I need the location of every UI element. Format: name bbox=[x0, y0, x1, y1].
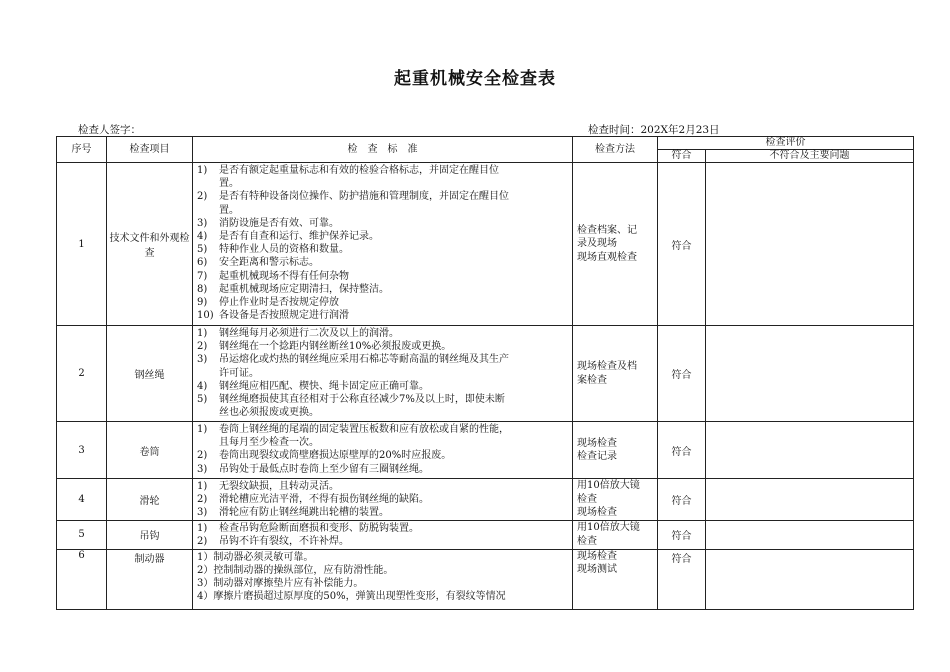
criterion-text: 是否有特种设备岗位操作、防护措施和管理制度，并固定在醒目位 bbox=[219, 191, 509, 203]
criterion-line bbox=[197, 493, 568, 506]
criterion-line bbox=[197, 340, 568, 353]
criterion-text: 各设备是否按照规定进行润滑 bbox=[219, 310, 349, 322]
row-nonconform bbox=[706, 479, 914, 521]
row-method bbox=[573, 479, 658, 521]
row-method bbox=[573, 422, 658, 479]
row-nonconform bbox=[706, 422, 914, 479]
criterion-text: 特种作业人员的资格和数量。 bbox=[219, 244, 349, 256]
criterion-line bbox=[197, 522, 568, 535]
inspection-time: 检查时间：202X年2月23日 bbox=[588, 124, 720, 136]
row-item: 技术文件和外观检查 bbox=[107, 163, 193, 326]
criterion-line: 2）控制制动器的操纵部位，应有防滑性能。 bbox=[197, 564, 394, 576]
row-conform: 符合 bbox=[658, 163, 706, 326]
row-conform: 符合 bbox=[658, 549, 706, 609]
table-row bbox=[57, 163, 914, 326]
header-evaluation: 检查评价 bbox=[658, 137, 914, 150]
criterion-text: 卷筒上钢丝绳的尾端的固定装置压板数和应有放松或自紧的性能， bbox=[219, 424, 509, 435]
criterion-number: 3) bbox=[197, 217, 208, 229]
row-nonconform bbox=[706, 326, 914, 422]
criterion-number: 6) bbox=[197, 257, 208, 269]
criterion-text: 无裂纹缺损，且转动灵活。 bbox=[219, 481, 339, 492]
inspection-table bbox=[56, 136, 914, 610]
criterion-line: 4）摩擦片磨损超过原厚度的50%，弹簧出现塑性变形，有裂纹等情况 bbox=[197, 591, 506, 603]
method-line: 现场检查 bbox=[577, 507, 617, 519]
criterion-number: 2) bbox=[197, 191, 208, 203]
method-line: 检查记录 bbox=[577, 451, 617, 462]
row-item: 制动器 bbox=[107, 549, 193, 609]
row-item: 钢丝绳 bbox=[107, 326, 193, 422]
criterion-text: 安全距离和警示标志。 bbox=[219, 257, 319, 269]
row-method bbox=[573, 520, 658, 549]
criterion-text: 起重机械现场应定期清扫，保持整洁。 bbox=[219, 283, 389, 295]
criterion-text: 是否有自查和运行、维护保养记录。 bbox=[219, 231, 379, 243]
row-nonconform bbox=[706, 520, 914, 549]
criterion-number: 2) bbox=[197, 450, 208, 462]
criterion-continuation: 且每月至少检查一次。 bbox=[219, 437, 319, 449]
header-method: 检查方法 bbox=[573, 137, 658, 163]
criterion-text: 吊钩处于最低点时卷筒上至少留有三圈钢丝绳。 bbox=[219, 463, 429, 475]
method-line: 检查档案、记 bbox=[577, 224, 637, 236]
row-conform: 符合 bbox=[658, 479, 706, 521]
criterion-number: 8) bbox=[197, 283, 208, 295]
method-line: 案检查 bbox=[577, 374, 607, 386]
criterion-line bbox=[197, 309, 568, 322]
criterion-line bbox=[197, 463, 568, 476]
row-seq: 3 bbox=[57, 422, 107, 479]
row-conform: 符合 bbox=[658, 520, 706, 549]
row-criteria bbox=[193, 422, 573, 479]
header-item: 检查项目 bbox=[107, 137, 193, 163]
criterion-line bbox=[197, 327, 568, 340]
method-line: 录及现场 bbox=[577, 238, 617, 250]
method-line: 现场检查 bbox=[577, 550, 617, 562]
criterion-line bbox=[197, 353, 568, 366]
criterion-number: 1) bbox=[197, 328, 208, 339]
row-criteria bbox=[193, 520, 573, 549]
document-title: 起重机械安全检查表 bbox=[394, 69, 556, 89]
criterion-number: 1) bbox=[197, 481, 208, 492]
criterion-line bbox=[197, 164, 568, 177]
method-line: 现场检查及档 bbox=[577, 361, 637, 372]
criterion-text: 钢丝绳磨损使其直径相对于公称直径减少7%及以上时，即使未断 bbox=[219, 394, 505, 406]
criterion-continuation: 许可证。 bbox=[219, 367, 259, 379]
row-conform: 符合 bbox=[658, 326, 706, 422]
table-row bbox=[57, 326, 914, 422]
criterion-continuation: 置。 bbox=[219, 178, 239, 190]
criterion-line bbox=[197, 393, 568, 406]
criterion-line bbox=[197, 535, 568, 548]
criterion-line bbox=[197, 423, 568, 436]
criterion-text: 消防设施是否有效、可靠。 bbox=[219, 217, 339, 229]
row-nonconform bbox=[706, 163, 914, 326]
header-conform: 符合 bbox=[658, 150, 706, 163]
criterion-text: 吊钩不许有裂纹，不许补焊。 bbox=[219, 535, 349, 547]
row-item: 吊钩 bbox=[107, 520, 193, 549]
criterion-text: 是否有额定起重量标志和有效的检验合格标志，并固定在醒目位 bbox=[219, 165, 499, 176]
criterion-number: 1) bbox=[197, 522, 208, 534]
criterion-text: 吊运熔化或灼热的钢丝绳应采用石棉芯等耐高温的钢丝绳及其生产 bbox=[219, 354, 509, 366]
criterion-continuation: 置。 bbox=[219, 204, 239, 216]
criterion-line bbox=[197, 190, 568, 203]
criterion-line bbox=[197, 506, 568, 519]
criterion-line bbox=[197, 243, 568, 256]
table-row bbox=[57, 520, 914, 549]
criterion-number: 5) bbox=[197, 244, 208, 256]
row-item: 卷筒 bbox=[107, 422, 193, 479]
row-seq: 6 bbox=[57, 549, 107, 609]
criterion-number: 3) bbox=[197, 507, 208, 519]
criterion-number: 2) bbox=[197, 535, 208, 547]
criterion-line bbox=[197, 283, 568, 296]
row-criteria bbox=[193, 326, 573, 422]
criterion-number: 2) bbox=[197, 341, 208, 353]
row-method bbox=[573, 549, 658, 609]
row-conform: 符合 bbox=[658, 422, 706, 479]
header-nonconform: 不符合及主要问题 bbox=[706, 150, 914, 163]
header-seq: 序号 bbox=[57, 137, 107, 163]
row-method bbox=[573, 163, 658, 326]
criterion-continuation: 丝也必须报废或更换。 bbox=[219, 407, 319, 419]
criterion-number: 3) bbox=[197, 463, 208, 475]
criterion-text: 检查吊钩危险断面磨损和变形、防脱钩装置。 bbox=[219, 522, 419, 534]
criterion-number: 1) bbox=[197, 424, 208, 435]
criterion-line bbox=[197, 230, 568, 243]
criterion-line bbox=[197, 480, 568, 493]
criterion-line bbox=[197, 380, 568, 393]
criterion-line bbox=[197, 296, 568, 309]
criterion-line: 3）制动器对摩擦垫片应有补偿能力。 bbox=[197, 578, 364, 590]
criterion-text: 滑轮应有防止钢丝绳跳出轮槽的装置。 bbox=[219, 507, 389, 519]
row-nonconform bbox=[706, 549, 914, 609]
criterion-number: 4) bbox=[197, 380, 208, 392]
inspector-signature-label: 检查人签字： bbox=[78, 124, 141, 136]
table-row bbox=[57, 422, 914, 479]
criterion-line bbox=[197, 256, 568, 269]
criterion-number: 5) bbox=[197, 394, 208, 406]
row-item: 滑轮 bbox=[107, 479, 193, 521]
criterion-text: 钢丝绳在一个捻距内钢丝断丝10%必须报废或更换。 bbox=[219, 341, 452, 353]
row-seq: 5 bbox=[57, 520, 107, 549]
method-line: 用10倍放大镜 bbox=[577, 522, 640, 534]
criterion-text: 起重机械现场不得有任何杂物 bbox=[219, 270, 349, 282]
criterion-line: 1）制动器必须灵敏可靠。 bbox=[197, 551, 314, 563]
criterion-number: 10) bbox=[197, 310, 214, 322]
criterion-line bbox=[197, 449, 568, 462]
criterion-number: 1) bbox=[197, 165, 208, 176]
method-line: 现场直观检查 bbox=[577, 251, 637, 263]
criterion-line bbox=[197, 270, 568, 283]
table-row bbox=[57, 549, 914, 609]
row-method bbox=[573, 326, 658, 422]
criterion-number: 2) bbox=[197, 494, 208, 506]
criterion-text: 钢丝绳应相匹配、楔快、绳卡固定应正确可靠。 bbox=[219, 380, 429, 392]
row-seq: 4 bbox=[57, 479, 107, 521]
row-criteria bbox=[193, 163, 573, 326]
criterion-line bbox=[197, 217, 568, 230]
method-line: 检查 bbox=[577, 535, 597, 547]
header-standard: 检 查 标 准 bbox=[193, 137, 573, 163]
criterion-text: 钢丝绳每月必须进行二次及以上的润滑。 bbox=[219, 328, 399, 339]
criterion-text: 卷筒出现裂纹或筒壁磨损达原壁厚的20%时应报废。 bbox=[219, 450, 452, 462]
criterion-number: 7) bbox=[197, 270, 208, 282]
criterion-text: 停止作业时是否按规定停放 bbox=[219, 297, 339, 309]
criterion-number: 4) bbox=[197, 231, 208, 243]
method-line: 现场测试 bbox=[577, 564, 617, 576]
criterion-text: 滑轮槽应光洁平滑，不得有损伤钢丝绳的缺陷。 bbox=[219, 494, 429, 506]
method-line: 用10倍放大镜 bbox=[577, 480, 640, 492]
criterion-number: 3) bbox=[197, 354, 208, 366]
method-line: 现场检查 bbox=[577, 437, 617, 449]
row-seq: 2 bbox=[57, 326, 107, 422]
row-criteria bbox=[193, 479, 573, 521]
table-row bbox=[57, 479, 914, 521]
row-seq: 1 bbox=[57, 163, 107, 326]
row-criteria bbox=[193, 549, 573, 609]
criterion-number: 9) bbox=[197, 297, 208, 309]
method-line: 检查 bbox=[577, 493, 597, 505]
